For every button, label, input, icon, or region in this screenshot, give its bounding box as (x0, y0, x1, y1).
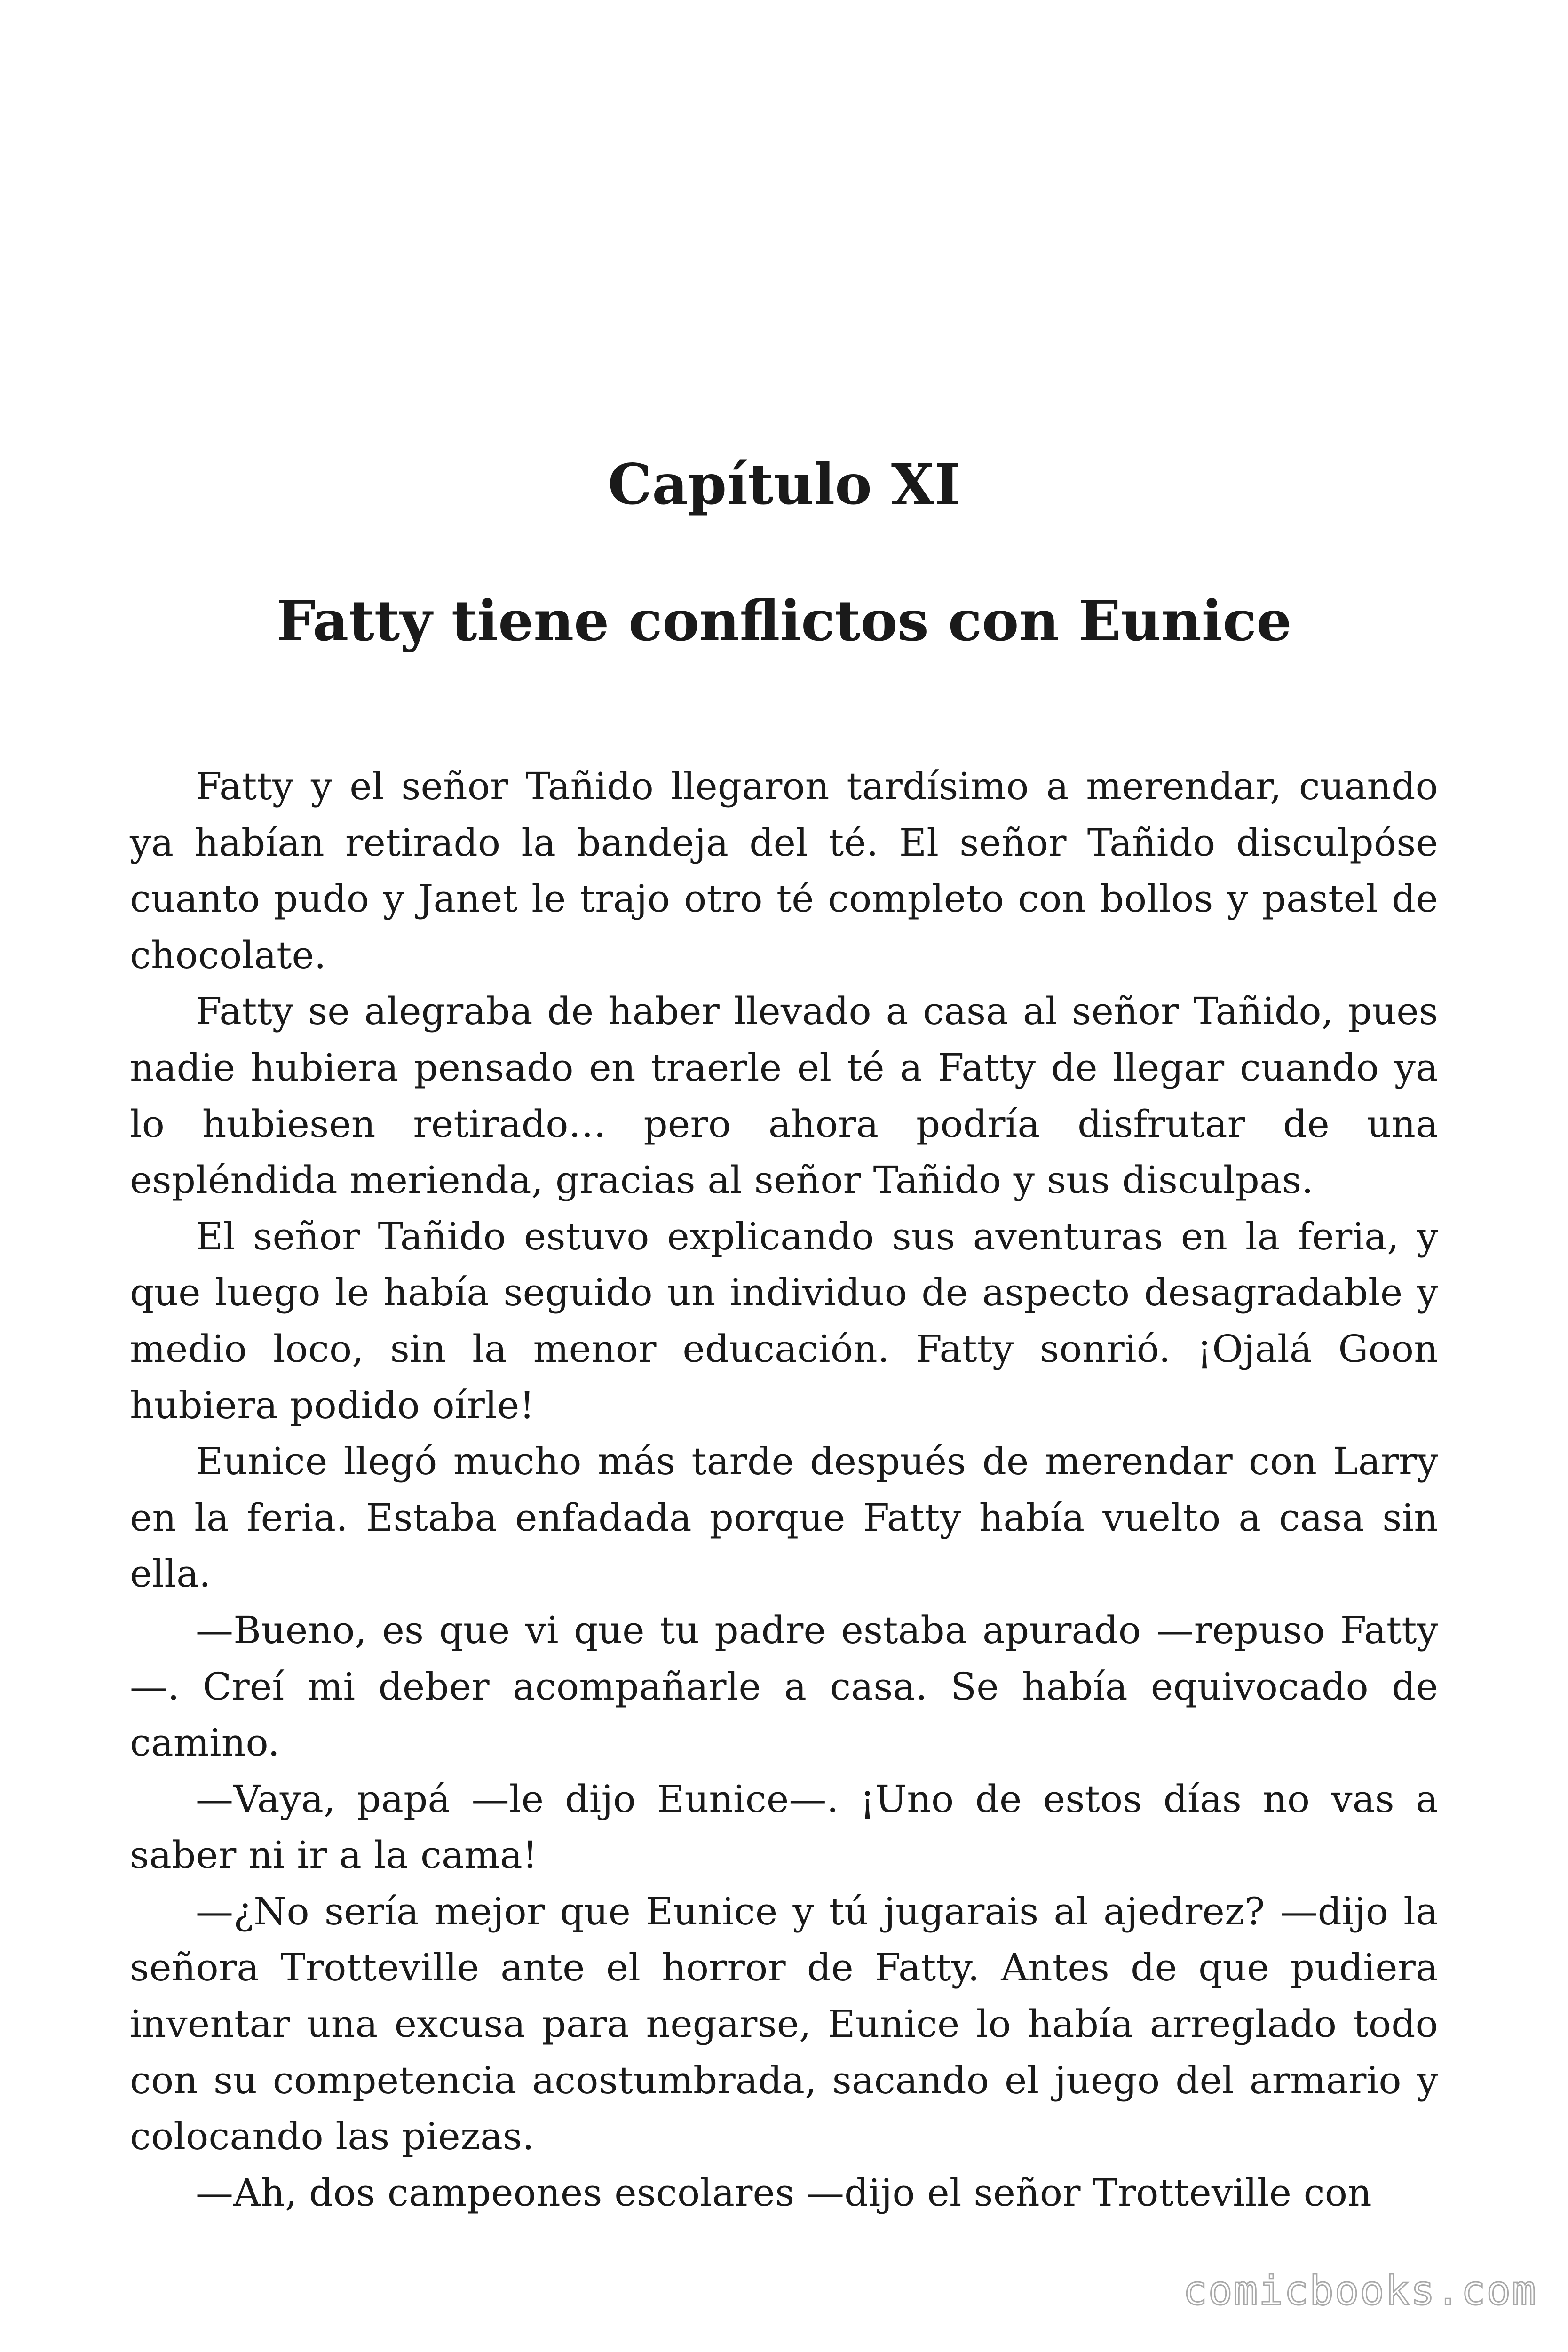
paragraph: —Ah, dos campeones escolares —dijo el señor Trotteville con (196, 2170, 1372, 2215)
watermark: comicbooks.com (1183, 2267, 1537, 2314)
paragraph: El señor Tañido estuvo explicando sus aventuras en la feria, y que luego le había seguido un individuo de aspecto desagradable y medio loco, sin la menor educación. Fatty sonrió. ¡Ojalá Goon hubiera podido oírle! (130, 1214, 1438, 1427)
paragraph: —Vaya, papá —le dijo Eunice—. ¡Uno de estos días no vas a saber ni ir a la cama! (130, 1777, 1438, 1877)
paragraph: —Bueno, es que vi que tu padre estaba apurado —repuso Fatty —. Creí mi deber acompañarle a casa. Se había equivocado de camino. (130, 1608, 1438, 1765)
paragraph: Fatty y el señor Tañido llegaron tardísimo a merendar, cuando ya habían retirado la bandeja del té. El señor Tañido disculpóse cuanto pudo y Janet le trajo otro té completo con bollos y pastel de chocolate. (130, 764, 1438, 977)
chapter-number: Capítulo XI (608, 452, 960, 517)
paragraph: —¿No sería mejor que Eunice y tú jugarais al ajedrez? —dijo la señora Trotteville ante el horror de Fatty. Antes de que pudiera inventar una excusa para negarse, Eunice lo había arreglado todo con su competencia acostumbrada, sacando el juego del armario y colocando las piezas. (130, 1889, 1438, 2159)
paragraph: Fatty se alegraba de haber llevado a casa al señor Tañido, pues nadie hubiera pensado en traerle el té a Fatty de llegar cuando ya lo hubiesen retirado… pero ahora podría disfrutar de una espléndida merienda, gracias al señor Tañido y sus disculpas. (130, 989, 1438, 1202)
chapter-title: Fatty tiene conflictos con Eunice (276, 588, 1292, 653)
paragraph: Eunice llegó mucho más tarde después de merendar con Larry en la feria. Estaba enfadada porque Fatty había vuelto a casa sin ella. (130, 1439, 1438, 1596)
body-text (130, 758, 1438, 2221)
